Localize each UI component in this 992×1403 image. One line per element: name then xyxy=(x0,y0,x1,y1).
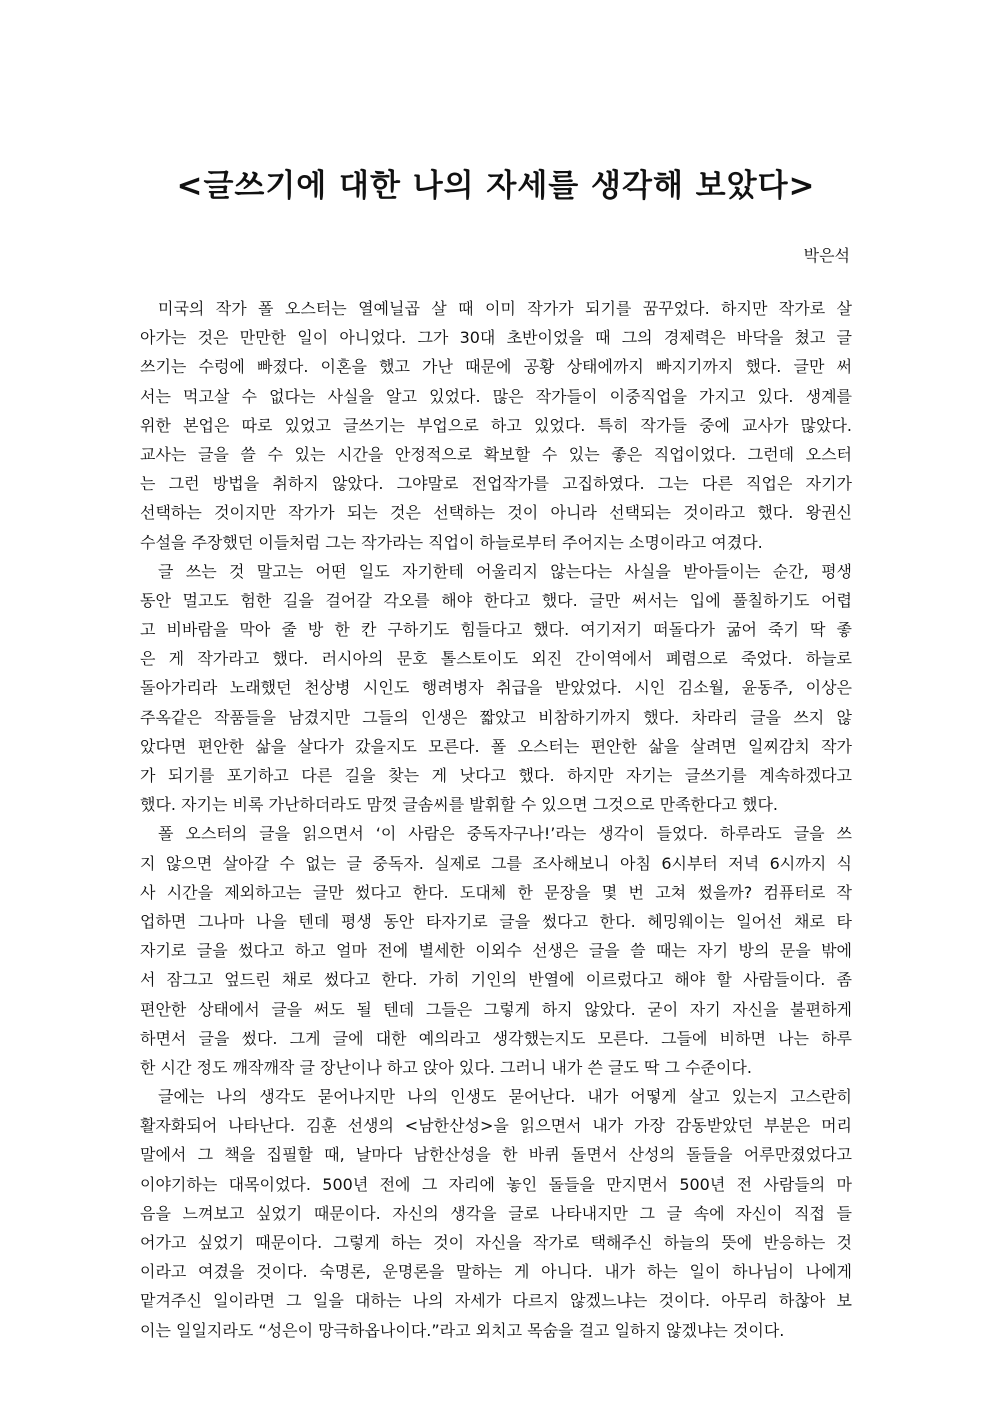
paragraph-line: 이라고 여겼을 것이다. 숙명론, 운명론을 말하는 게 아니다. 내가 하는 일이 하나님이 나에게 xyxy=(140,1262,852,1282)
paragraph-line: 쓰기는 수렁에 빠졌다. 이혼을 했고 가난 때문에 공황 상태에까지 빠지기까지 했다. 글만 써 xyxy=(140,357,852,377)
document-body xyxy=(140,294,852,1345)
paragraph-line: 선택하는 것이지만 작가가 되는 것은 선택하는 것이 아니라 선택되는 것이라고 했다. 왕권신 xyxy=(140,503,852,523)
paragraph-line: 사 시간을 제외하고는 글만 썼다고 한다. 도대체 한 문장을 몇 번 고쳐 썼을까? 컴퓨터로 작 xyxy=(140,882,852,902)
paragraph-line: 고 비바람을 막아 줄 방 한 칸 구하기도 힘들다고 했다. 여기저기 떠돌다가 굶어 죽기 딱 좋 xyxy=(140,620,852,640)
paragraph-line: 교사는 글을 쓸 수 있는 시간을 안정적으로 확보할 수 있는 좋은 직업이었다. 그런데 오스터 xyxy=(140,444,852,464)
paragraph-line: 업하면 그나마 나을 텐데 평생 동안 타자기로 글을 썼다고 한다. 헤밍웨이는 일어선 채로 타 xyxy=(140,911,852,931)
paragraph xyxy=(140,1082,852,1345)
paragraph-line: 폴 오스터의 글을 읽으면서 ‘이 사람은 중독자구나!’라는 생각이 들었다. 하루라도 글을 쓰 xyxy=(158,824,852,844)
paragraph-line: 한 시간 정도 깨작깨작 글 장난이나 하고 앉아 있다. 그러니 내가 쓴 글도 딱 그 수준이다. xyxy=(140,1057,752,1077)
paragraph-line: 주옥같은 작품들을 남겼지만 그들의 인생은 짧았고 비참하기까지 했다. 차라리 글을 쓰지 않 xyxy=(140,707,852,727)
paragraph xyxy=(140,819,852,1082)
paragraph-line: 글에는 나의 생각도 묻어나지만 나의 인생도 묻어난다. 내가 어떻게 살고 있는지 고스란히 xyxy=(158,1087,852,1107)
paragraph-line: 았다면 편안한 삶을 살다가 갔을지도 모른다. 폴 오스터는 편안한 삶을 살려면 일찌감치 작가 xyxy=(140,736,852,756)
paragraph-line: 은 게 작가라고 했다. 러시아의 문호 톨스토이도 외진 간이역에서 폐렴으로 죽었다. 하늘로 xyxy=(140,649,852,669)
document-title: <글쓰기에 대한 나의 자세를 생각해 보았다> xyxy=(176,168,816,204)
paragraph-line: 는 그런 방법을 취하지 않았다. 그야말로 전업작가를 고집하였다. 그는 다른 직업은 자기가 xyxy=(140,474,852,494)
paragraph-line: 편안한 상태에서 글을 써도 될 텐데 그들은 그렇게 하지 않았다. 굳이 자기 자신을 불편하게 xyxy=(140,999,852,1019)
paragraph-line: 서는 먹고살 수 없다는 사실을 알고 있었다. 많은 작가들이 이중직업을 가지고 있다. 생계를 xyxy=(140,386,852,406)
paragraph xyxy=(140,294,852,557)
paragraph-line: 자기로 글을 썼다고 하고 얼마 전에 별세한 이외수 선생은 글을 쓸 때는 자기 방의 문을 밖에 xyxy=(140,941,852,961)
paragraph-line: 글 쓰는 것 말고는 어떤 일도 자기한테 어울리지 않는다는 사실을 받아들이는 순간, 평생 xyxy=(158,561,852,581)
paragraph-line: 음을 느껴보고 싶었기 때문이다. 자신의 생각을 글로 나타내지만 그 글 속에 자신이 직접 들 xyxy=(140,1203,852,1223)
paragraph-line: 활자화되어 나타난다. 김훈 선생의 <남한산성>을 읽으면서 내가 가장 감동받았던 부분은 머리 xyxy=(140,1116,852,1136)
paragraph-line: 하면서 글을 썼다. 그게 글에 대한 예의라고 생각했는지도 모른다. 그들에 비하면 나는 하루 xyxy=(140,1028,852,1048)
paragraph-line: 어가고 싶었기 때문이다. 그렇게 하는 것이 자신을 작가로 택해주신 하늘의 뜻에 반응하는 것 xyxy=(140,1233,852,1252)
paragraph-line: 말에서 그 책을 집필할 때, 날마다 남한산성을 한 바퀴 돌면서 산성의 돌들을 어루만졌었다고 xyxy=(140,1145,852,1165)
paragraph-line: 위한 본업은 따로 있었고 글쓰기는 부업으로 하고 있었다. 특히 작가들 중에 교사가 많았다. xyxy=(140,415,852,435)
paragraph-line: 수설을 주장했던 이들처럼 그는 작가라는 직업이 하늘로부터 주어지는 소명이라고 여겼다. xyxy=(140,532,763,552)
paragraph-line: 맡겨주신 일이라면 그 일을 대하는 나의 자세가 다르지 않겠느냐는 것이다. 아무리 하찮아 보 xyxy=(140,1291,852,1311)
paragraph-line: 미국의 작가 폴 오스터는 열예닐곱 살 때 이미 작가가 되기를 꿈꾸었다. 하지만 작가로 살 xyxy=(158,299,852,318)
paragraph-line: 서 잠그고 엎드린 채로 썼다고 한다. 가히 기인의 반열에 이르렀다고 해야 할 사람들이다. 좀 xyxy=(140,970,852,990)
paragraph-line: 아가는 것은 만만한 일이 아니었다. 그가 30대 초반이었을 때 그의 경제력은 바닥을 쳤고 글 xyxy=(140,328,852,348)
paragraph-line: 이는 일일지라도 “성은이 망극하옵나이다.”라고 외치고 목숨을 걸고 일하지 않겠냐는 것이다. xyxy=(140,1320,785,1340)
paragraph-line: 동안 멀고도 험한 길을 걸어갈 각오를 해야 한다고 했다. 글만 써서는 입에 풀칠하기도 어렵 xyxy=(140,590,852,610)
paragraph xyxy=(140,557,852,820)
paragraph-line: 돌아가리라 노래했던 천상병 시인도 행려병자 취급을 받았었다. 시인 김소월, 윤동주, 이상은 xyxy=(140,678,852,698)
paragraph-line: 이야기하는 대목이었다. 500년 전에 그 자리에 놓인 돌들을 만지면서 500년 전 사람들의 마 xyxy=(140,1174,852,1194)
paragraph-line: 가 되기를 포기하고 다른 길을 찾는 게 낫다고 했다. 하지만 자기는 글쓰기를 계속하겠다고 xyxy=(140,766,852,785)
author-name: 박은석 xyxy=(803,246,850,265)
paragraph-line: 지 않으면 살아갈 수 없는 글 중독자. 실제로 그를 조사해보니 아침 6시부터 저녁 6시까지 식 xyxy=(140,853,852,873)
paragraph-line: 했다. 자기는 비록 가난하더라도 맘껏 글솜씨를 발휘할 수 있으면 그것으로 만족한다고 했다. xyxy=(140,795,778,815)
